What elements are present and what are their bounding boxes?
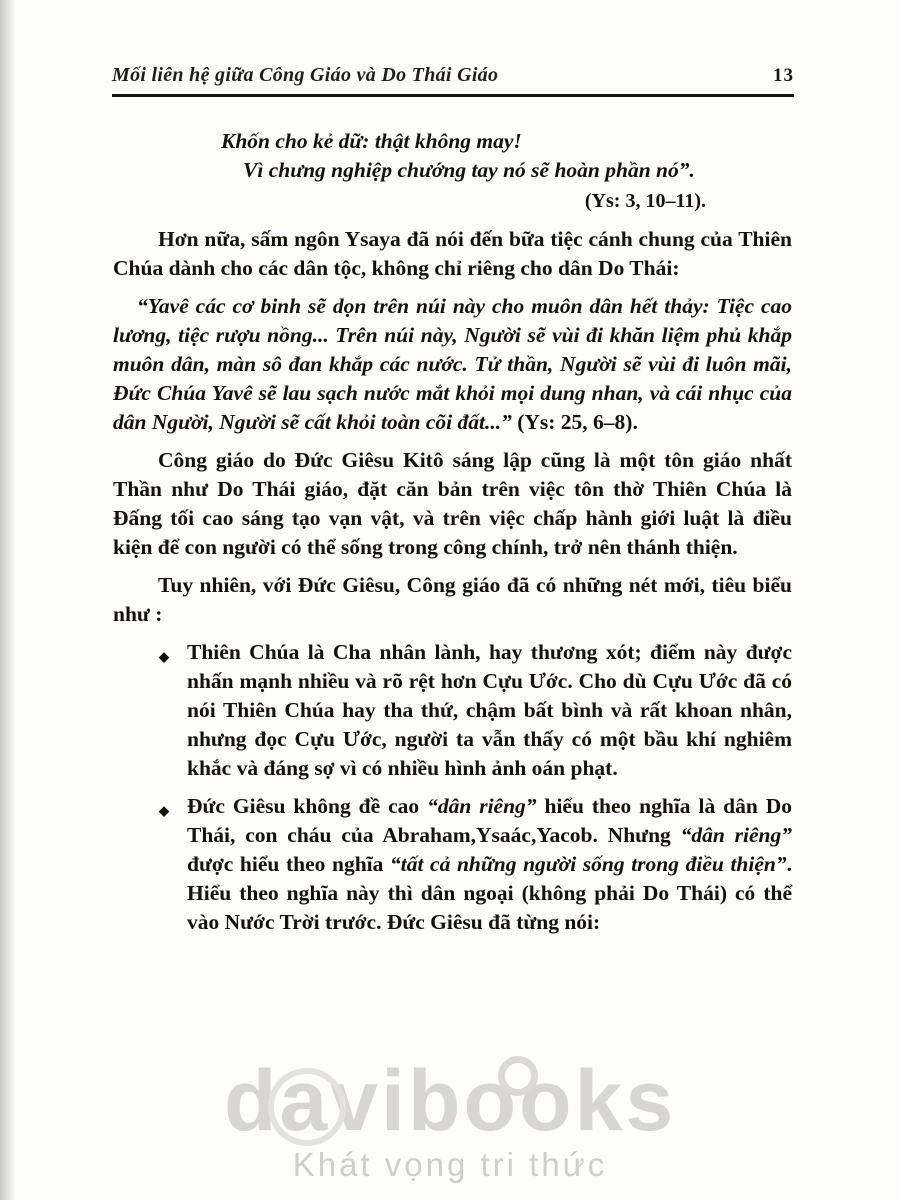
publisher-watermark — [0, 1053, 900, 1184]
watermark-dot-ring-icon — [498, 1056, 538, 1096]
list-item — [113, 792, 792, 937]
verse-quote-block — [221, 127, 792, 185]
verse-line-2: Vì chưng nghiệp chướng tay nó sẽ hoàn phần nó”. — [243, 158, 695, 182]
paragraph-3: Tuy nhiên, với Đức Giêsu, Công giáo đã có những nét mới, tiêu biểu như : — [113, 573, 792, 626]
diamond-bullet-icon: ◆ — [159, 649, 169, 664]
page-number: 13 — [773, 65, 794, 86]
page-body — [113, 127, 792, 937]
watermark-ring-icon — [268, 1068, 346, 1146]
scan-edge-shadow — [0, 0, 16, 1200]
running-head-title: Mối liên hệ giữa Công Giáo và Do Thái Giáo — [112, 64, 499, 86]
verse-line-1: Khốn cho kẻ dữ: thật không may! — [221, 129, 522, 153]
scripture-quote-paragraph: “Yavê các cơ binh sẽ dọn trên núi này cho muôn dân hết thảy: Tiệc cao lương, tiệc rượu nồng... Trên núi này, Người sẽ vùi đi khăn liệm phủ khắp muôn dân, màn sô đan khắp các nước. Tử thần, Người sẽ vùi đi luôn mãi, Đức Chúa Yavê sẽ lau sạch nước mắt khỏi mọi dung nhan, và cái nhục của dân Người, Người sẽ cất khỏi toàn cõi đất...” (Ys: 25, 6–8). — [113, 294, 792, 434]
diamond-bullet-icon: ◆ — [159, 803, 169, 818]
watermark-tagline: Khát vọng tri thức — [292, 1146, 608, 1183]
bullet-text-1: Thiên Chúa là Cha nhân lành, hay thương xót; điểm này được nhấn mạnh nhiều và rõ rệt hơn Cựu Ước. Cho dù Cựu Ước đã có nói Thiên Chúa hay tha thứ, chậm bất bình và rất khoan nhân, nhưng đọc Cựu Ước, người ta vẫn thấy có một bầu khí nghiêm khắc và đáng sợ vì có nhiều hình ảnh oán phạt. — [187, 640, 792, 780]
list-item — [113, 638, 792, 783]
page-header — [112, 64, 794, 97]
paragraph-2: Công giáo do Đức Giêsu Kitô sáng lập cũng là một tôn giáo nhất Thần như Do Thái giáo, đặt căn bản trên việc tôn thờ Thiên Chúa là Đấng tối cao sáng tạo vạn vật, và trên việc chấp hành giới luật là điều kiện để con người có thể sống trong công chính, trở nên thánh thiện. — [113, 448, 792, 559]
bullet-list — [113, 638, 792, 937]
paragraph-1: Hơn nữa, sấm ngôn Ysaya đã nói đến bữa tiệc cánh chung của Thiên Chúa dành cho các dân tộc, không chỉ riêng cho dân Do Thái: — [113, 227, 792, 280]
bullet-text-2: Đức Giêsu không đề cao “dân riêng” hiểu theo nghĩa là dân Do Thái, con cháu của Abraham,Ysaác,Yacob. Nhưng “dân riêng” được hiểu theo nghĩa “tất cả những người sống trong điều thiện”. Hiểu theo nghĩa này thì dân ngoại (không phải Do Thái) có thể vào Nước Trời trước. Đức Giêsu đã từng nói: — [187, 794, 792, 934]
watermark-brand: davibooks — [223, 1053, 677, 1149]
verse-reference: (Ys: 3, 10–11). — [584, 190, 706, 212]
